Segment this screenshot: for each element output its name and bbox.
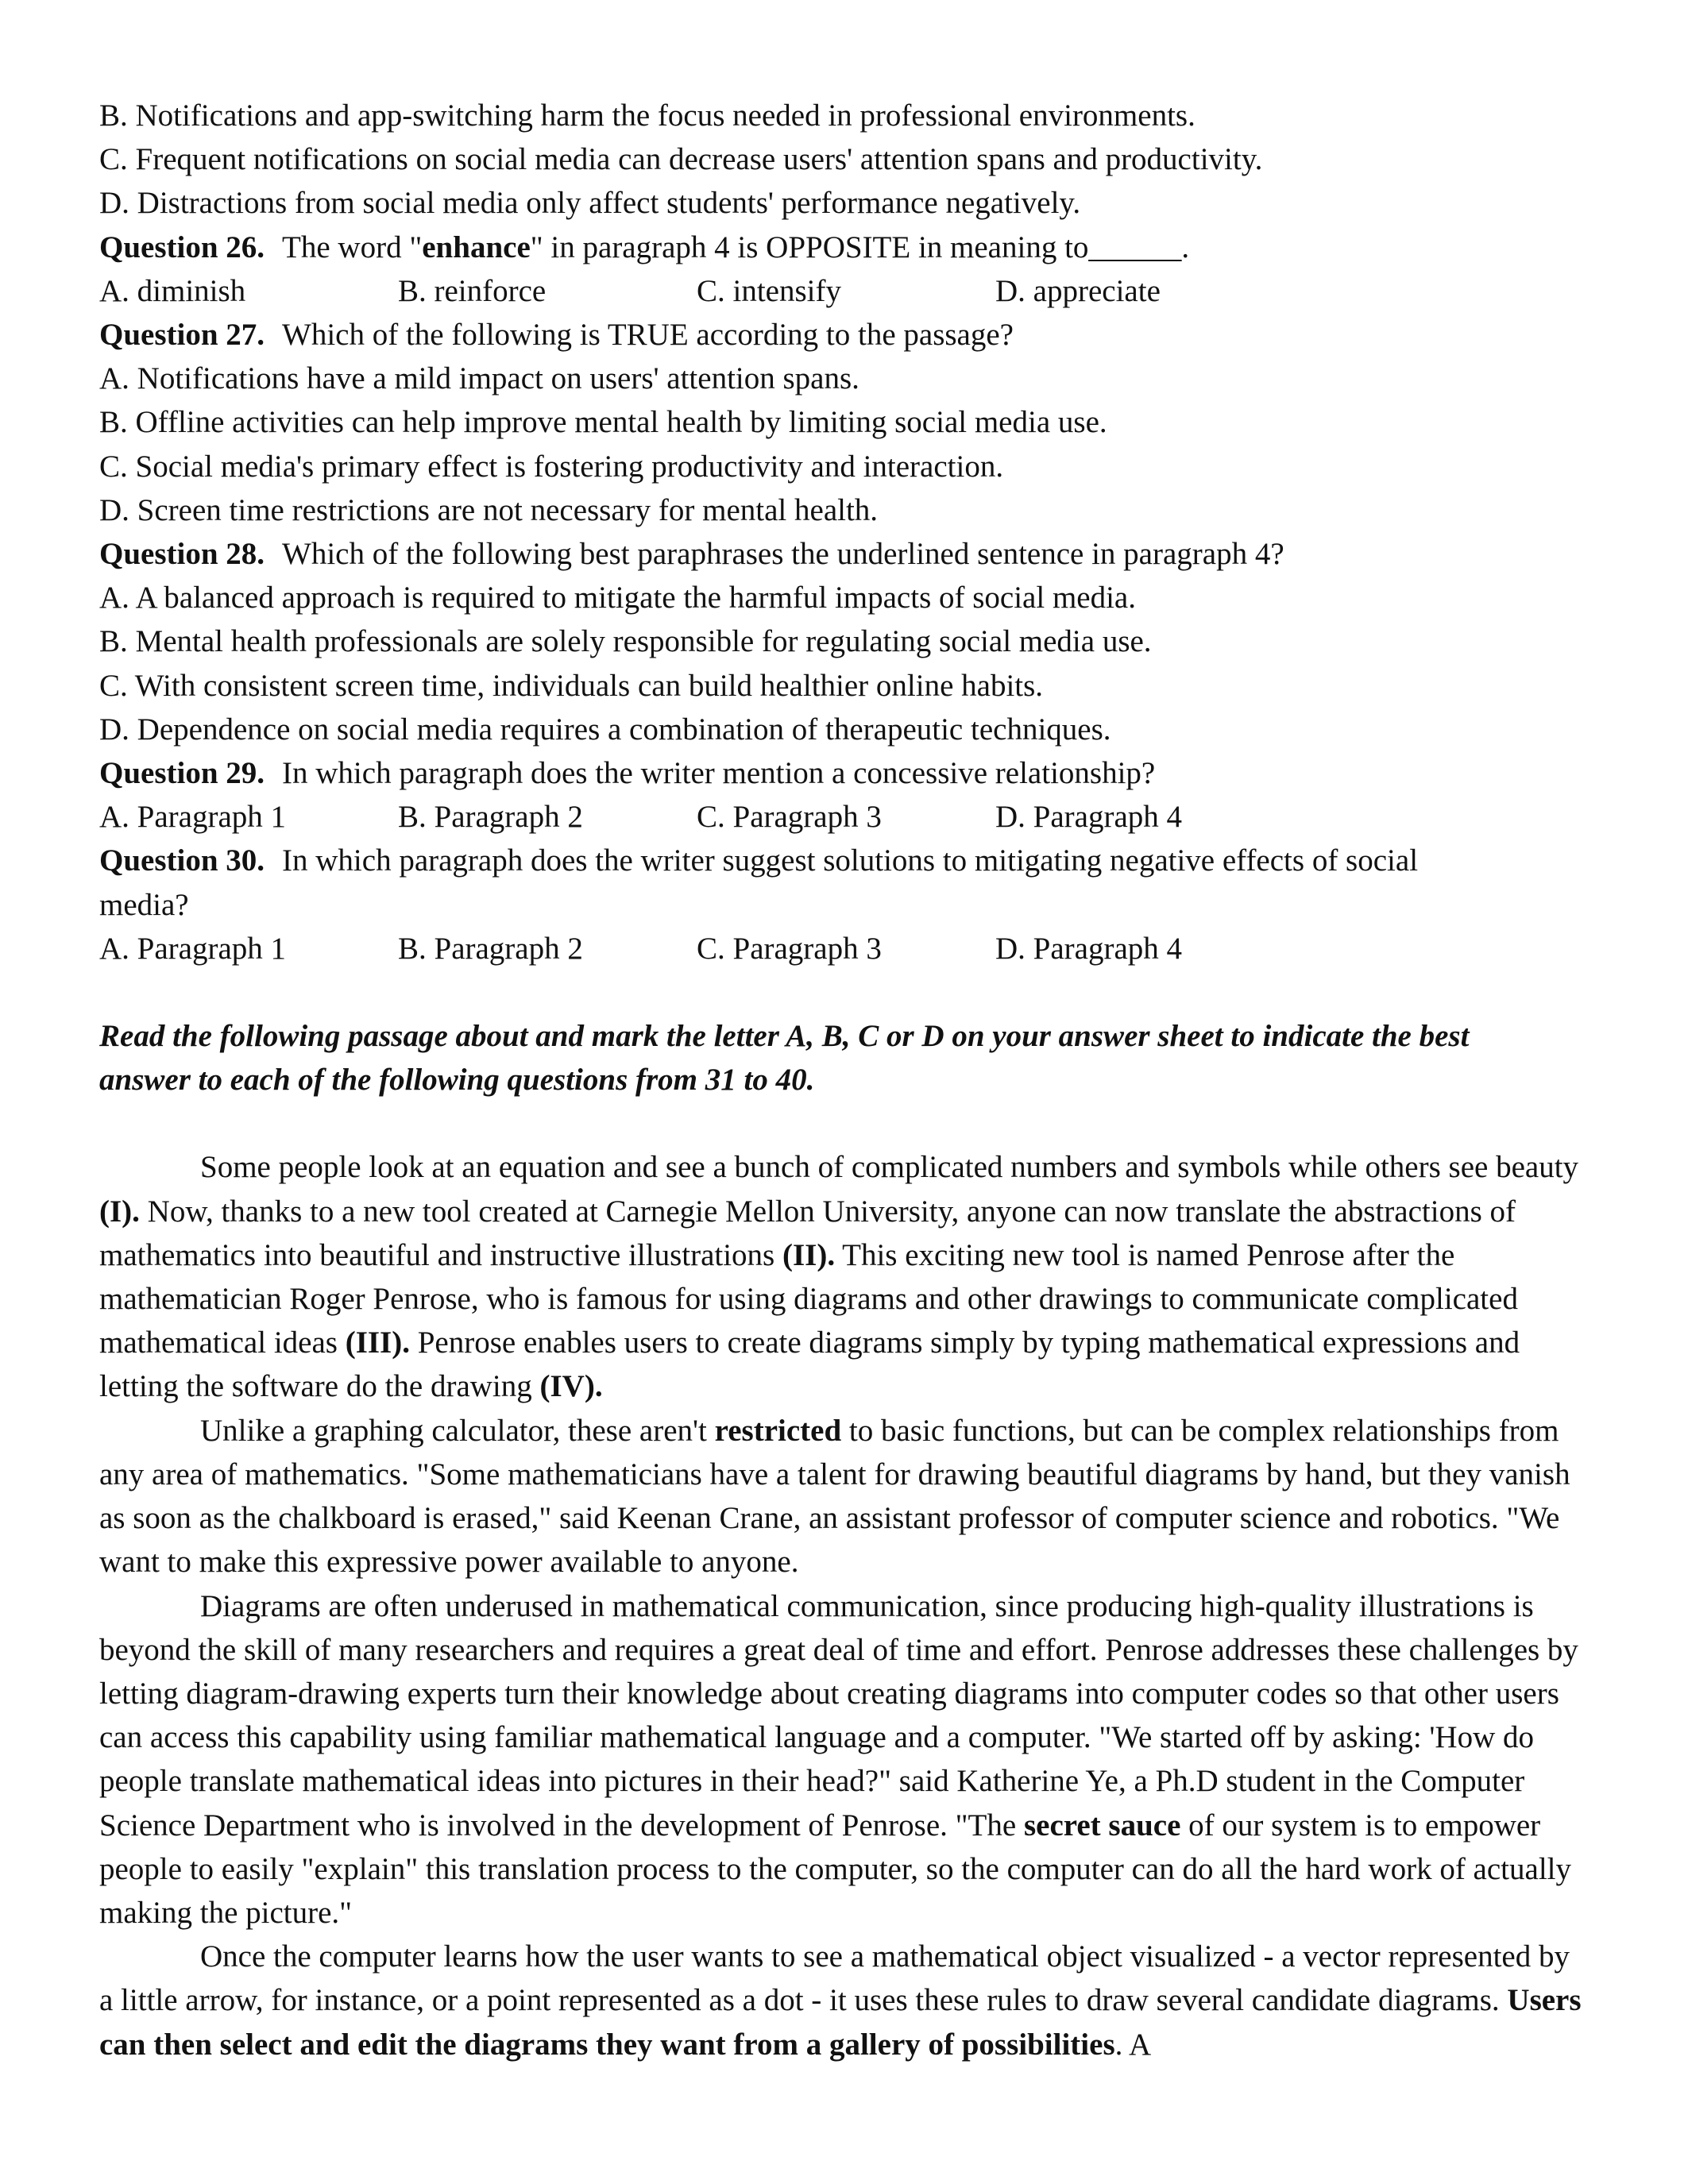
option-a: A. Notifications have a mild impact on users' attention spans.: [99, 361, 859, 396]
sentence-marker: (I).: [99, 1194, 140, 1229]
option-b: B. Paragraph 2: [398, 800, 583, 835]
question-29: [99, 751, 1589, 795]
option-d: D. appreciate: [995, 273, 1161, 308]
paragraph-text: to basic functions, but can be complex relationships from any area of mathematics. "Some mathematicians have a talent for drawing beautiful diagrams by hand, but they vanish as soon as the chalkboard is erased," said Keenan Crane, an assistant professor of computer science and robotics. "We want to make this expressive power available to anyone.: [99, 1413, 1570, 1580]
section-gap: [99, 970, 1589, 1014]
option-a: A. A balanced approach is required to mitigate the harmful impacts of social media.: [99, 581, 1136, 615]
sentence-marker: (III).: [345, 1325, 410, 1360]
highlighted-phrase: secret sauce: [1023, 1808, 1181, 1843]
paragraph-text: . A: [1114, 2027, 1152, 2062]
passage-paragraph-1: [99, 1145, 1589, 1408]
question-number: Question 29.: [99, 756, 265, 791]
option-a: A. diminish: [99, 273, 246, 308]
option-d: D. Dependence on social media requires a combination of therapeutic techniques.: [99, 712, 1111, 747]
question-text: Which of the following is TRUE according to the passage?: [282, 318, 1014, 353]
paragraph-text: Penrose enables users to create diagrams simply by typing mathematical expressions and letting the software do the drawing: [99, 1325, 1520, 1404]
question-30-continued: media?: [99, 887, 189, 922]
option-c: C. intensify: [697, 273, 841, 308]
highlighted-word: enhance: [422, 230, 531, 264]
sentence-marker: (IV).: [539, 1369, 603, 1404]
paragraph-text: of our system is to empower people to easily "explain" this translation process to the computer, so the computer can do all the hard work of actually making the picture.": [99, 1808, 1571, 1930]
option-b: B. Offline activities can help improve mental health by limiting social media use.: [99, 405, 1107, 440]
question-text: The word ": [282, 230, 423, 264]
option-a: A. Paragraph 1: [99, 931, 287, 966]
question-number: Question 26.: [99, 230, 265, 264]
question-28: [99, 532, 1589, 576]
option-d: D. Paragraph 4: [995, 931, 1183, 966]
section-instruction-line1: Read the following passage about and mark the letter A, B, C or D on your answer sheet to indicate the best: [99, 1019, 1470, 1054]
question-number: Question 30.: [99, 843, 265, 878]
option-q25-c: C. Frequent notifications on social media can decrease users' attention spans and productivity.: [99, 142, 1263, 177]
paragraph-text: Some people look at an equation and see a bunch of complicated numbers and symbols while others see beauty: [200, 1150, 1579, 1185]
sentence-marker: (II).: [782, 1237, 836, 1272]
question-27: [99, 313, 1589, 357]
paragraph-text: Once the computer learns how the user wants to see a mathematical object visualized - a vector represented by a little arrow, for instance, or a point represented as a dot - it uses these rules to draw several candidate diagrams.: [99, 1939, 1570, 2018]
option-c: C. Paragraph 3: [697, 800, 882, 835]
option-c: C. Paragraph 3: [697, 931, 882, 966]
option-c: C. Social media's primary effect is fostering productivity and interaction.: [99, 449, 1004, 484]
section-gap: [99, 1102, 1589, 1145]
option-b: B. Paragraph 2: [398, 931, 583, 966]
question-30: [99, 839, 1589, 882]
option-b: B. reinforce: [398, 273, 547, 308]
passage-paragraph-3: [99, 1584, 1589, 1935]
option-b: B. Mental health professionals are solely responsible for regulating social media use.: [99, 624, 1152, 659]
option-d: D. Screen time restrictions are not necessary for mental health.: [99, 492, 879, 527]
options-q30: [99, 927, 1589, 970]
option-c: C. With consistent screen time, individuals can build healthier online habits.: [99, 668, 1044, 703]
paragraph-text: Now, thanks to a new tool created at Carnegie Mellon University, anyone can now translate the abstractions of mathematics into beautiful and instructive illustrations: [99, 1194, 1516, 1272]
question-26: [99, 226, 1589, 269]
question-number: Question 27.: [99, 318, 265, 353]
option-q25-b: B. Notifications and app-switching harm the focus needed in professional environments.: [99, 98, 1196, 133]
question-text: In which paragraph does the writer mention a concessive relationship?: [282, 756, 1156, 791]
options-q26: [99, 269, 1589, 313]
highlighted-word: restricted: [714, 1413, 842, 1448]
passage-paragraph-4: [99, 1935, 1589, 2066]
question-number: Question 28.: [99, 537, 265, 572]
paragraph-text: Unlike a graphing calculator, these aren't: [200, 1413, 715, 1448]
question-text: Which of the following best paraphrases the underlined sentence in paragraph 4?: [282, 537, 1284, 572]
question-text-end: " in paragraph 4 is OPPOSITE in meaning to______.: [530, 230, 1190, 264]
paragraph-text: Diagrams are often underused in mathematical communication, since producing high-quality illustrations is beyond the skill of many researchers and requires a great deal of time and effort. Penrose addresses these challenges by letting diagram-drawing experts turn their knowledge about creating diagrams into computer codes so that other users can access this capability using familiar mathematical language and a computer. "We started off by asking: 'How do people translate mathematical ideas into pictures in their head?" said Katherine Ye, a Ph.D student in the Computer Science Department who is involved in the development of Penrose. "The: [99, 1588, 1578, 1843]
question-text: In which paragraph does the writer suggest solutions to mitigating negative effects of social: [282, 843, 1419, 878]
paragraph-text: This exciting new tool is named Penrose after the mathematician Roger Penrose, who is famous for using diagrams and other drawings to communicate complicated mathematical ideas: [99, 1237, 1518, 1360]
option-a: A. Paragraph 1: [99, 800, 287, 835]
options-q29: [99, 795, 1589, 839]
passage-paragraph-2: [99, 1409, 1589, 1584]
highlighted-sentence: Users can then select and edit the diagrams they want from a gallery of possibilities: [99, 1983, 1582, 2062]
section-instruction-line2: answer to each of the following questions from 31 to 40.: [99, 1063, 815, 1098]
option-d: D. Paragraph 4: [995, 800, 1183, 835]
option-q25-d: D. Distractions from social media only affect students' performance negatively.: [99, 186, 1081, 221]
